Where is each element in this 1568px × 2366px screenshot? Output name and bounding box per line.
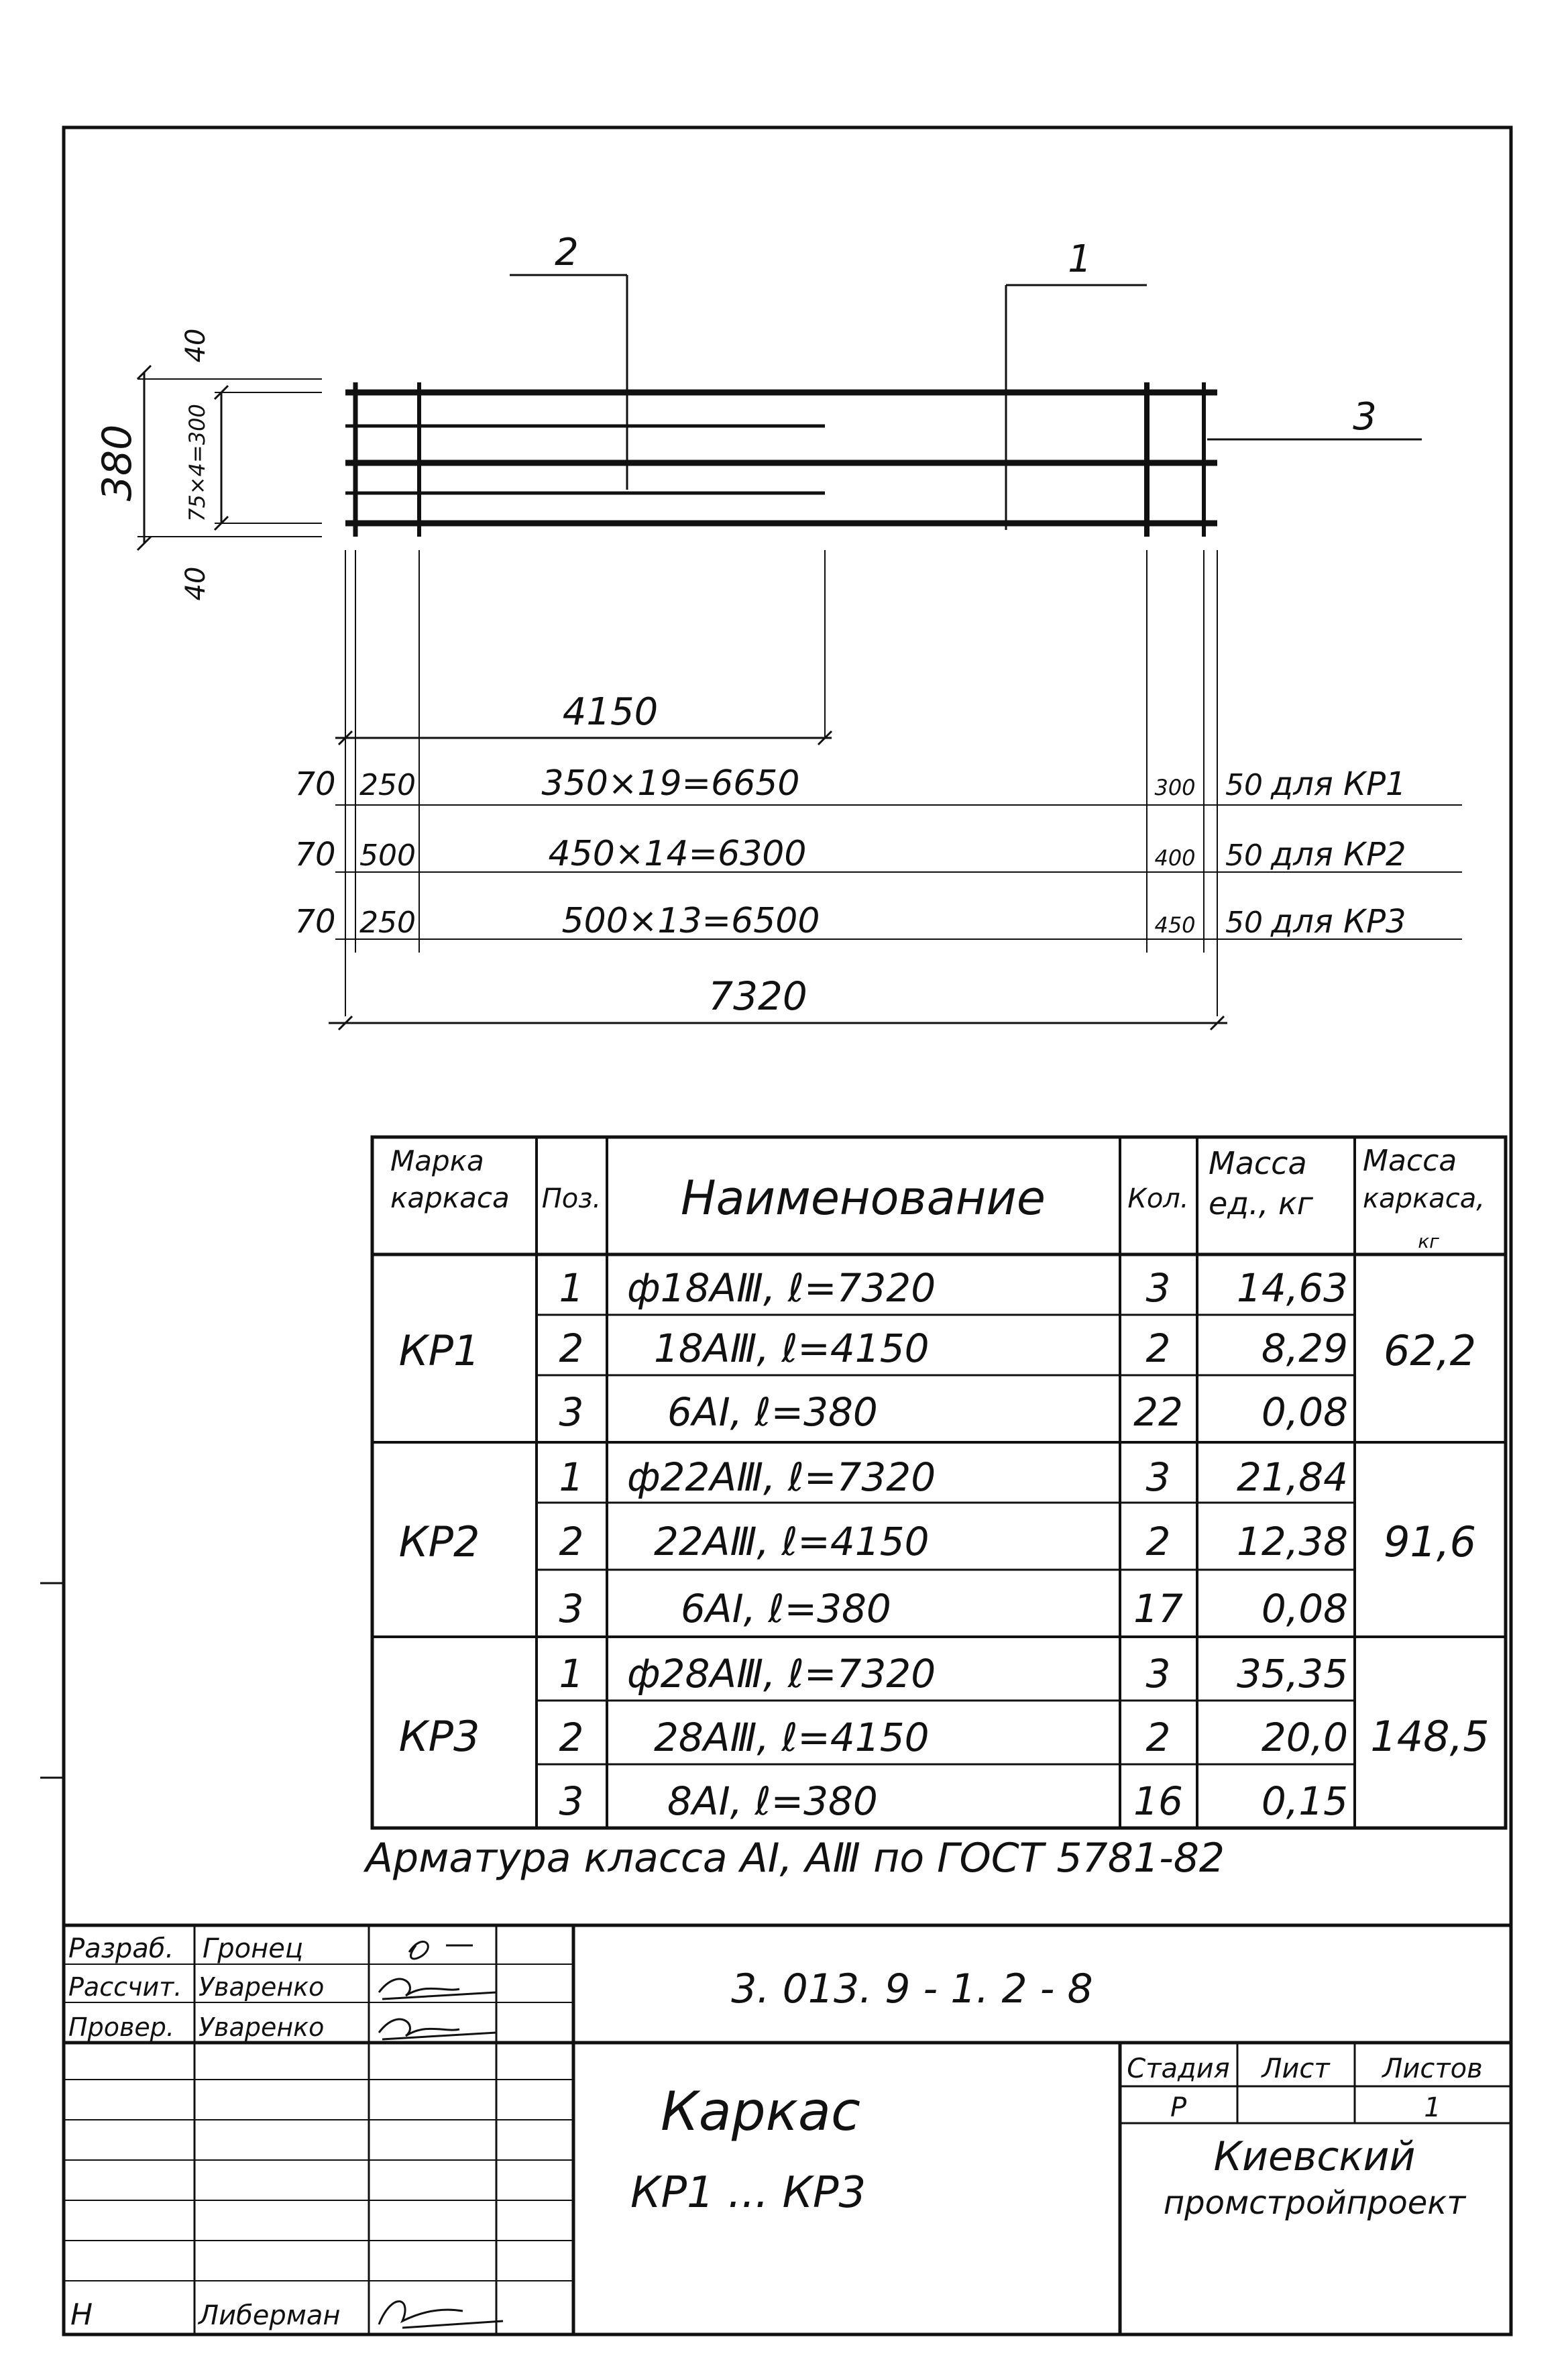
svg-text:Провер.: Провер. (68, 2012, 174, 2042)
svg-text:каркаса,: каркаса, (1363, 1183, 1485, 1214)
svg-text:2: 2 (559, 1519, 584, 1564)
svg-text:Гронец: Гронец (203, 1933, 304, 1964)
svg-text:3: 3 (559, 1586, 584, 1631)
svg-text:50: 50 (1225, 768, 1263, 802)
leader-label-3: 3 (1353, 395, 1377, 439)
spec-group-kp3 (399, 1651, 1490, 1824)
dim-row-kp2 (294, 834, 1406, 874)
svg-text:2: 2 (559, 1715, 584, 1760)
svg-text:0,08: 0,08 (1261, 1389, 1348, 1435)
svg-text:22: 22 (1133, 1389, 1183, 1435)
dim-row-kp3 (294, 901, 1406, 941)
svg-text:для КР3: для КР3 (1271, 903, 1406, 940)
svg-text:Кол.: Кол. (1127, 1183, 1189, 1214)
svg-text:250: 250 (359, 906, 416, 940)
svg-text:2: 2 (1145, 1715, 1171, 1760)
svg-text:Либерман: Либерман (199, 2300, 341, 2331)
svg-text:2: 2 (1145, 1326, 1171, 1371)
spec-group-kp2 (399, 1454, 1476, 1631)
dim-cover-top: 40 (180, 328, 211, 363)
svg-text:70: 70 (294, 836, 336, 873)
table-row (559, 1586, 1348, 1631)
svg-text:Уваренко: Уваренко (199, 1972, 325, 2002)
table-row (559, 1326, 1348, 1371)
svg-text:Р: Р (1170, 2092, 1187, 2123)
svg-text:3: 3 (559, 1389, 584, 1435)
svg-text:8АⅠ, ℓ=380: 8АⅠ, ℓ=380 (667, 1778, 878, 1824)
table-row (559, 1454, 1348, 1500)
svg-text:12,38: 12,38 (1236, 1519, 1348, 1564)
dim-4150: 4150 (562, 690, 659, 734)
svg-text:для КР1: для КР1 (1271, 765, 1406, 803)
organization-name: Киевский (1213, 2133, 1416, 2180)
svg-text:18АⅢ, ℓ=4150: 18АⅢ, ℓ=4150 (654, 1326, 930, 1371)
svg-text:50: 50 (1225, 839, 1263, 873)
dim-cover-bottom: 40 (180, 566, 211, 601)
svg-text:50: 50 (1225, 906, 1263, 940)
dim-total-length: 7320 (708, 973, 807, 1019)
svg-text:Лист: Лист (1262, 2053, 1330, 2084)
svg-text:Масса: Масса (1209, 1145, 1307, 1181)
svg-text:20,0: 20,0 (1261, 1715, 1348, 1760)
svg-text:Разраб.: Разраб. (68, 1933, 174, 1964)
svg-text:каркаса: каркаса (390, 1181, 510, 1214)
svg-text:2: 2 (559, 1326, 584, 1371)
svg-text:3: 3 (1145, 1454, 1171, 1500)
svg-text:6АⅠ, ℓ=380: 6АⅠ, ℓ=380 (667, 1389, 878, 1435)
frame-mark: КР1 (398, 1326, 480, 1375)
svg-text:ф18АⅢ, ℓ=7320: ф18АⅢ, ℓ=7320 (627, 1265, 936, 1311)
svg-text:1: 1 (559, 1265, 584, 1311)
stage-sheet-cells (1127, 2053, 1482, 2123)
svg-text:250: 250 (359, 768, 416, 802)
svg-text:Стадия: Стадия (1127, 2053, 1230, 2084)
svg-text:70: 70 (294, 765, 336, 803)
svg-text:3: 3 (559, 1778, 584, 1824)
frame-mass: 91,6 (1383, 1517, 1477, 1566)
svg-text:Поз.: Поз. (541, 1183, 602, 1214)
dim-height-total: 380 (94, 424, 141, 502)
dim-height-inner: 75×4=300 (184, 404, 210, 522)
svg-text:Н: Н (70, 2298, 93, 2332)
svg-text:35,35: 35,35 (1236, 1651, 1348, 1697)
table-row (559, 1519, 1348, 1564)
table-row (559, 1715, 1348, 1760)
svg-text:500×13=6500: 500×13=6500 (561, 901, 820, 941)
document-code: 3. 013. 9 - 1. 2 - 8 (731, 1966, 1093, 2012)
table-row (559, 1265, 1348, 1311)
svg-text:6АⅠ, ℓ=380: 6АⅠ, ℓ=380 (681, 1586, 891, 1631)
svg-text:350×19=6650: 350×19=6650 (541, 763, 800, 804)
svg-text:0,15: 0,15 (1261, 1778, 1348, 1824)
svg-text:2: 2 (1145, 1519, 1171, 1564)
svg-text:450: 450 (1154, 912, 1196, 938)
svg-text:3: 3 (1145, 1651, 1171, 1697)
svg-text:0,08: 0,08 (1261, 1586, 1348, 1631)
svg-text:1: 1 (1424, 2092, 1441, 2123)
svg-text:1: 1 (559, 1651, 584, 1697)
svg-text:14,63: 14,63 (1236, 1265, 1348, 1311)
svg-text:ф22АⅢ, ℓ=7320: ф22АⅢ, ℓ=7320 (627, 1454, 936, 1500)
organization-name-2: промстройпроект (1163, 2184, 1466, 2222)
svg-text:для КР2: для КР2 (1271, 836, 1406, 873)
svg-text:400: 400 (1154, 845, 1196, 871)
frame-mass: 62,2 (1383, 1326, 1477, 1375)
leader-label-1: 1 (1068, 237, 1092, 281)
svg-text:22АⅢ, ℓ=4150: 22АⅢ, ℓ=4150 (654, 1519, 930, 1564)
svg-text:ед., кг: ед., кг (1209, 1185, 1313, 1222)
svg-text:300: 300 (1154, 775, 1196, 800)
signature-marks (379, 1941, 503, 2328)
drawing-title: Каркас (661, 2080, 860, 2143)
svg-text:17: 17 (1133, 1586, 1183, 1631)
frame-mark: КР2 (398, 1517, 480, 1566)
svg-text:Масса: Масса (1363, 1144, 1457, 1178)
drawing-subtitle: КР1 ... КР3 (630, 2168, 866, 2218)
svg-text:Наименование: Наименование (681, 1171, 1046, 1226)
svg-text:500: 500 (359, 839, 416, 873)
spec-note: Арматура класса АⅠ, АⅢ по ГОСТ 5781-82 (366, 1835, 1225, 1882)
table-row (559, 1389, 1348, 1435)
title-block-roles (68, 1933, 341, 2332)
svg-text:кг: кг (1418, 1230, 1439, 1252)
svg-text:Уваренко: Уваренко (199, 2012, 325, 2042)
svg-text:16: 16 (1133, 1778, 1183, 1824)
svg-text:70: 70 (294, 903, 336, 940)
svg-text:1: 1 (559, 1454, 584, 1500)
frame-mass: 148,5 (1370, 1712, 1490, 1761)
leader-label-2: 2 (555, 231, 579, 274)
dim-row-kp1 (294, 763, 1406, 804)
svg-text:ф28АⅢ, ℓ=7320: ф28АⅢ, ℓ=7320 (627, 1651, 936, 1697)
svg-text:Марка: Марка (390, 1144, 484, 1177)
spec-group-kp1 (399, 1265, 1476, 1435)
spec-header (390, 1144, 1485, 1252)
svg-text:Рассчит.: Рассчит. (68, 1972, 182, 2002)
svg-text:21,84: 21,84 (1236, 1454, 1348, 1500)
svg-text:8,29: 8,29 (1261, 1326, 1348, 1371)
table-row (559, 1651, 1348, 1697)
table-row (559, 1778, 1348, 1824)
svg-text:3: 3 (1145, 1265, 1171, 1311)
svg-text:450×14=6300: 450×14=6300 (548, 834, 807, 874)
svg-text:Листов: Листов (1382, 2053, 1483, 2084)
frame-mark: КР3 (398, 1712, 480, 1761)
svg-text:28АⅢ, ℓ=4150: 28АⅢ, ℓ=4150 (654, 1715, 930, 1760)
